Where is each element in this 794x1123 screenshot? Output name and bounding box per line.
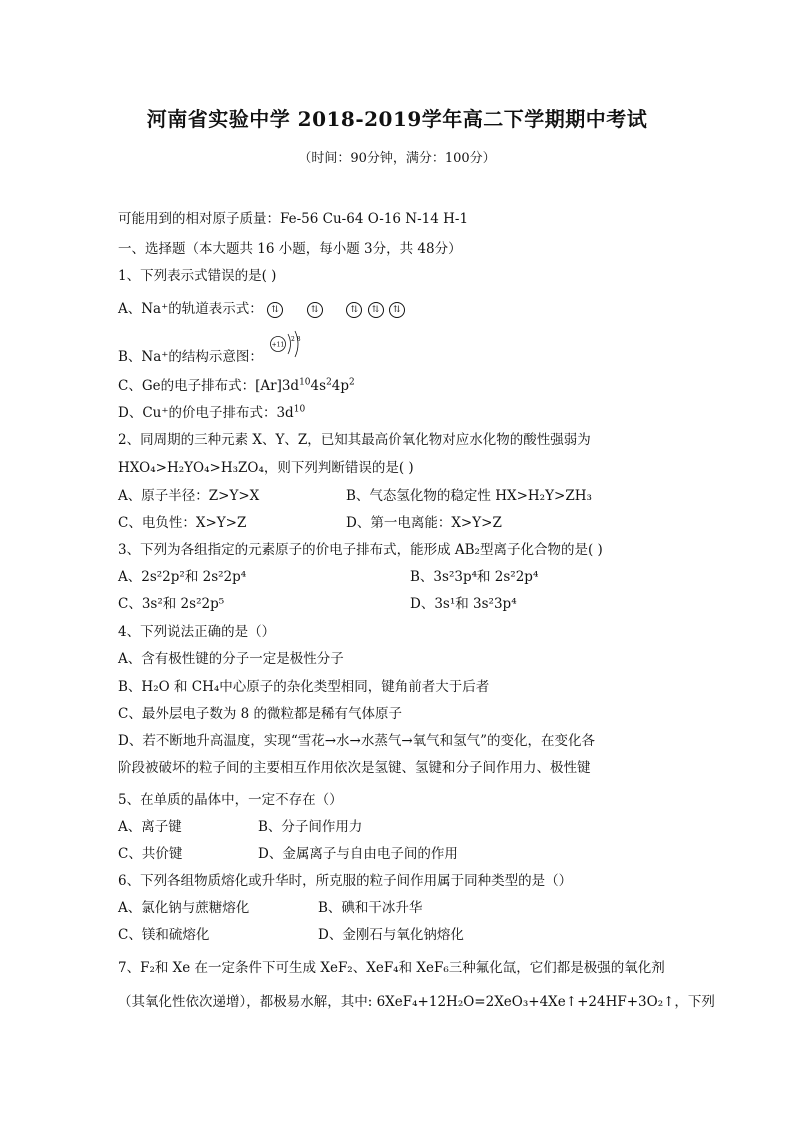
q1-option-d: D、Cu⁺的价电子排布式：$3d^{10}$ (118, 404, 306, 421)
q3-option-a: A、2s²2p²和 2s²2p⁴ (118, 569, 247, 585)
q2-option-a: A、原子半径：Z>Y>X (118, 488, 260, 504)
q5-option-a: A、离子键 (118, 819, 182, 835)
q4-option-d-line1: D、若不断地升高温度，实现“雪花→水→水蒸气→氧气和氢气”的变化，在变化各 (118, 733, 596, 749)
q6-option-a: A、氯化钠与蔗糖熔化 (118, 900, 250, 916)
q5-stem: 5、在单质的晶体中，一定不存在（） (118, 792, 343, 808)
q2-option-b: B、气态氢化物的稳定性 HX>H₂Y>ZH₃ (346, 488, 592, 504)
q4-option-b: B、H₂O 和 CH₄中心原子的杂化类型相同，键角前者大于后者 (118, 679, 490, 695)
shell-electrons: 2 8 (291, 336, 301, 343)
nucleus-label: +11 (271, 341, 285, 349)
q6-stem: 6、下列各组物质熔化或升华时，所克服的粒子间作用属于同种类型的是（） (118, 873, 573, 889)
q5-option-b: B、分子间作用力 (258, 819, 363, 835)
orbital-box-2p-3: ⇅ (389, 302, 405, 318)
atomic-mass-note: 可能用到的相对原子质量：Fe-56 Cu-64 O-16 N-14 H-1 (118, 211, 469, 227)
q1-option-c: C、Ge的电子排布式：$[Ar]3d^{10}4s^24p^2$ (118, 377, 355, 394)
q5-option-d: D、金属离子与自由电子间的作用 (258, 846, 458, 862)
q2-option-c: C、电负性：X>Y>Z (118, 515, 247, 531)
q3-option-b: B、3s²3p⁴和 2s²2p⁴ (410, 569, 539, 585)
q3-option-c: C、3s²和 2s²2p⁵ (118, 596, 225, 612)
orbital-box-1s: ⇅ (267, 302, 283, 318)
q1-stem: 1、下列表示式错误的是( ) (118, 268, 277, 284)
q1-option-a-text: A、Na⁺的轨道表示式： (118, 301, 263, 317)
q4-stem: 4、下列说法正确的是（） (118, 624, 276, 640)
q6-option-c: C、镁和硫熔化 (118, 927, 210, 943)
q1-option-b: B、Na⁺的结构示意图： (118, 349, 263, 365)
q7-stem-line1: 7、F₂和 Xe 在一定条件下可生成 XeF₂、XeF₄和 XeF₆三种氟化氙，它们都是极强的氧化剂 (118, 960, 665, 976)
q2-stem-line1: 2、同周期的三种元素 X、Y、Z，已知其最高价氧化物对应水化物的酸性强弱为 (118, 432, 591, 448)
q4-option-d-line2: 阶段被破坏的粒子间的主要相互作用依次是氢键、氢键和分子间作用力、极性键 (118, 760, 591, 776)
page-title: 河南省实验中学 2018-2019学年高二下学期期中考试 (146, 107, 648, 131)
q6-option-b: B、碘和干冰升华 (318, 900, 423, 916)
q3-stem: 3、下列为各组指定的元素原子的价电子排布式，能形成 AB₂型离子化合物的是( ) (118, 542, 603, 558)
q2-option-d: D、第一电离能：X>Y>Z (346, 515, 502, 531)
exam-time-info: （时间：90分钟，满分：100分） (298, 151, 496, 166)
q6-option-d: D、金刚石与氧化钠熔化 (318, 927, 464, 943)
section-heading: 一、选择题（本大题共 16 小题，每小题 3分，共 48分） (118, 241, 462, 257)
q7-stem-line2: （其氧化性依次递增），都极易水解，其中: 6XeF₄+12H₂O=2XeO₃+4Xe↑+24HF+3O₂↑，下列 (118, 994, 715, 1010)
q4-option-a: A、含有极性键的分子一定是极性分子 (118, 651, 344, 667)
orbital-box-2p-2: ⇅ (368, 302, 384, 318)
q2-stem-line2: HXO₄>H₂YO₄>H₃ZO₄，则下列判断错误的是( ) (118, 460, 414, 476)
q1-option-a (118, 297, 406, 318)
orbital-box-2p-1: ⇅ (346, 302, 362, 318)
q4-option-c: C、最外层电子数为 8 的微粒都是稀有气体原子 (118, 706, 403, 722)
q5-option-c: C、共价键 (118, 846, 183, 862)
q3-option-d: D、3s¹和 3s²3p⁴ (410, 596, 517, 612)
orbital-box-2s: ⇅ (307, 302, 323, 318)
atom-structure-diagram (268, 326, 308, 362)
